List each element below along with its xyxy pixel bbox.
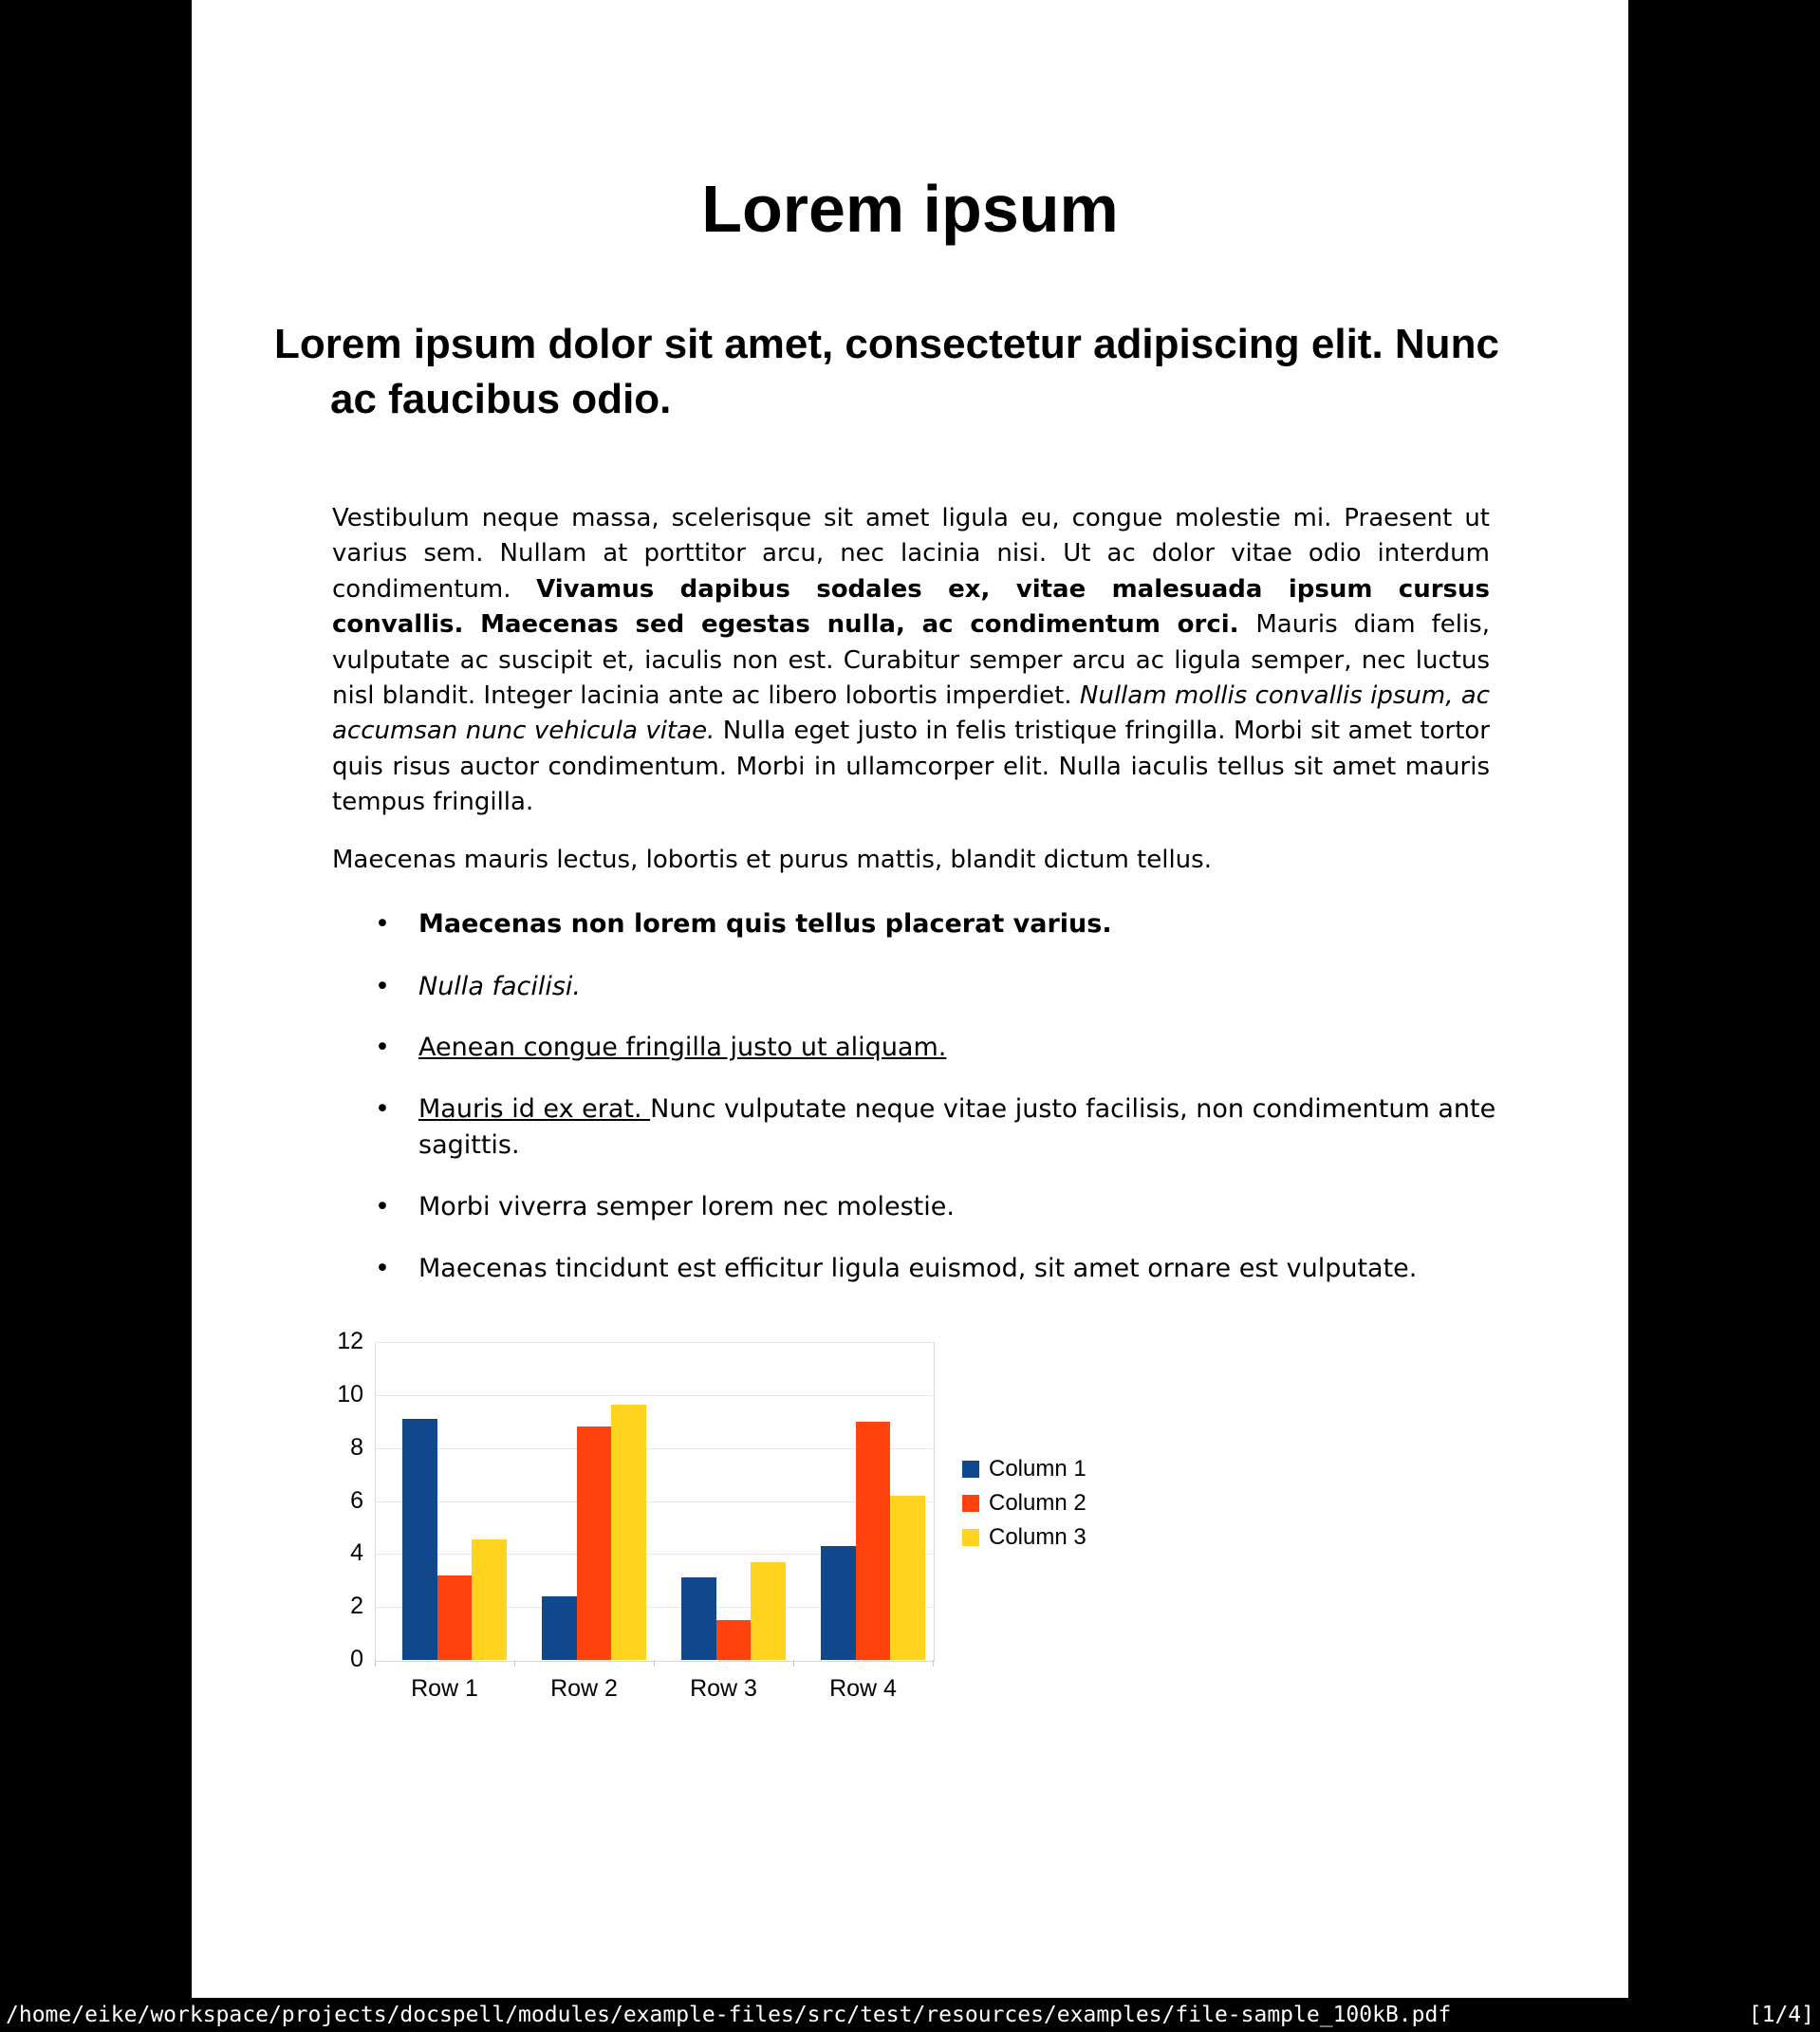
text-run: Morbi viverra semper lorem nec molestie.: [418, 1192, 955, 1221]
legend-label: Column 2: [989, 1490, 1086, 1516]
y-axis-tick-label: 0: [350, 1646, 363, 1672]
text-run: Mauris diam felis, vulputate ac suscipit et, iaculis non est. Curabitur semper arcu ac ligula semper, nec luctus nisl blandit. Integer lacinia ante ac libero lobortis imperdiet.: [332, 610, 1490, 711]
list-item: [375, 969, 1538, 1005]
chart-plot-area: [375, 1342, 935, 1662]
text-run: Aenean congue fringilla justo ut aliquam.: [418, 1033, 947, 1062]
file-path: /home/eike/workspace/projects/docspell/modules/example-files/src/test/resources/examples/file-sample_100kB.pdf: [6, 2003, 1452, 2027]
x-axis-tick: [933, 1660, 934, 1667]
pdf-page: [192, 0, 1628, 1998]
document-title: Lorem ipsum: [701, 172, 1119, 246]
bar-row4-column3: [890, 1496, 925, 1660]
x-axis-category-label: Row 3: [690, 1675, 757, 1702]
chart-gridline: [375, 1395, 933, 1396]
text-run: Maecenas non lorem quis tellus placerat varius.: [418, 909, 1112, 939]
bar-row3-column3: [751, 1562, 786, 1660]
x-axis-category-label: Row 4: [829, 1675, 897, 1702]
x-axis-tick: [793, 1660, 794, 1667]
list-intro-paragraph: Maecenas mauris lectus, lobortis et purus mattis, blandit dictum tellus.: [332, 846, 1212, 874]
bar-row4-column1: [821, 1546, 856, 1660]
legend-row: [962, 1523, 1086, 1552]
statusbar: [0, 1998, 1820, 2032]
chart-gridline: [375, 1342, 933, 1343]
bullet-icon: •: [375, 972, 390, 1001]
bar-row4-column2: [856, 1422, 891, 1660]
document-heading: Lorem ipsum dolor sit amet, consectetur adipiscing elit. Nunc ac faucibus odio.: [274, 321, 1499, 422]
legend-label: Column 3: [989, 1524, 1086, 1550]
y-axis-tick-label: 2: [350, 1593, 363, 1620]
y-axis-tick-label: 8: [350, 1433, 363, 1461]
bullet-icon: •: [375, 1094, 390, 1124]
bar-row3-column2: [716, 1620, 752, 1660]
text-run: Vestibulum neque massa, scelerisque sit amet ligula eu, congue molestie mi. Praesent ut varius sem. Nullam at porttitor arcu, nec lacinia nisi. Ut ac dolor vitae odio interdum condimentum.: [332, 504, 1490, 604]
bullet-icon: •: [375, 909, 390, 939]
chart-gridline: [375, 1448, 933, 1449]
page-indicator: [1/4]: [1748, 2003, 1814, 2027]
legend-label: Column 1: [989, 1456, 1086, 1482]
x-axis-category-label: Row 1: [411, 1675, 478, 1702]
bar-row2-column3: [611, 1405, 646, 1660]
chart-gridline: [375, 1501, 933, 1502]
text-run: Maecenas tincidunt est efficitur ligula euismod, sit amet ornare est vulputate.: [418, 1254, 1418, 1283]
legend-swatch-icon: [962, 1461, 979, 1478]
x-axis-tick: [375, 1660, 376, 1667]
legend-swatch-icon: [962, 1529, 979, 1546]
bullet-icon: •: [375, 1254, 390, 1283]
text-run: Nulla eget justo in felis tristique fringilla. Morbi sit amet tortor quis risus auctor condimentum. Morbi in ullamcorper elit. Nulla iaculis tellus sit amet mauris tempus fringilla.: [332, 717, 1490, 817]
bar-row2-column2: [577, 1426, 612, 1660]
list-item: [375, 1189, 1538, 1225]
legend-swatch-icon: [962, 1495, 979, 1512]
y-axis-tick-label: 6: [350, 1486, 363, 1514]
bar-row2-column1: [542, 1596, 577, 1660]
text-run: Mauris id ex erat.: [418, 1094, 651, 1124]
text-run: Nunc vulputate neque vitae justo facilisis, non condimentum ante sagittis.: [418, 1094, 1496, 1160]
bullet-icon: •: [375, 1033, 390, 1062]
x-axis-tick: [514, 1660, 515, 1667]
y-axis-tick-label: 10: [337, 1380, 363, 1407]
list-item: [375, 906, 1538, 942]
y-axis-tick-label: 12: [337, 1328, 363, 1354]
bar-row3-column1: [681, 1577, 716, 1660]
legend-row: [962, 1455, 1086, 1483]
text-run: Nullam mollis convallis ipsum, ac accumsan nunc vehicula vitae.: [332, 681, 1491, 746]
y-axis-tick-label: 4: [350, 1539, 363, 1567]
text-run: Nulla facilisi.: [418, 972, 581, 1001]
text-run: Vivamus dapibus sodales ex, vitae malesuada ipsum cursus convallis. Maecenas sed egestas nulla, ac condimentum orci.: [332, 574, 1490, 640]
list-item: [375, 1091, 1538, 1164]
body-paragraph: [332, 501, 1490, 821]
bar-row1-column1: [402, 1419, 437, 1660]
x-axis-category-label: Row 2: [550, 1675, 618, 1702]
bar-row1-column3: [472, 1539, 507, 1660]
list-item: [375, 1251, 1538, 1287]
legend-row: [962, 1489, 1086, 1518]
list-item: [375, 1030, 1538, 1066]
chart-gridline: [375, 1607, 933, 1608]
x-axis-tick: [654, 1660, 655, 1667]
chart-gridline: [375, 1554, 933, 1555]
bar-row1-column2: [437, 1575, 473, 1660]
bullet-icon: •: [375, 1192, 390, 1221]
